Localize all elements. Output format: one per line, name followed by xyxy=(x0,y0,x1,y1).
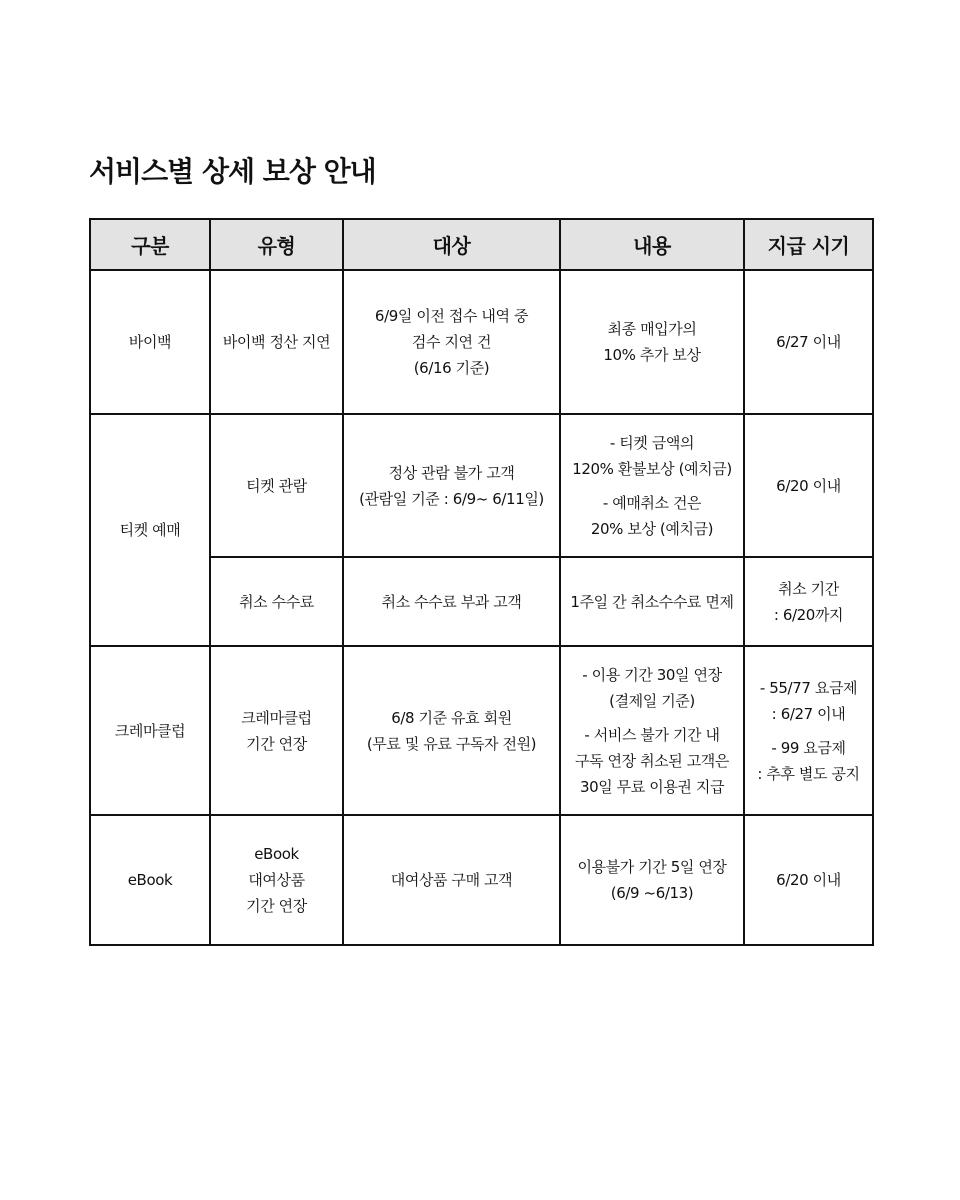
ebook-type-line: eBook xyxy=(254,845,299,863)
ticket-viewing-content-cell xyxy=(560,414,744,557)
ticket-viewing-target-line: 정상 관람 불가 고객 xyxy=(388,463,515,482)
buyback-content-line: 최종 매입가의 xyxy=(607,320,697,338)
crema-timing-line: : 6/27 이내 xyxy=(771,704,846,723)
crema-timing-block xyxy=(751,675,866,727)
crema-target-line: 6/8 기준 유효 회원 xyxy=(391,708,512,727)
ticket-viewing-content-block xyxy=(567,430,737,482)
page-title: 서비스별 상세 보상 안내 xyxy=(89,155,376,188)
crema-timing-line: : 추후 별도 공지 xyxy=(757,764,860,783)
buyback-category-cell: 바이백 xyxy=(90,270,210,414)
ebook-content-line: 이용불가 기간 5일 연장 xyxy=(577,858,727,876)
ticket-viewing-timing-cell: 6/20 이내 xyxy=(744,414,873,557)
ebook-content-line: (6/9 ~6/13) xyxy=(610,884,694,902)
buyback-target-line: 6/9일 이전 접수 내역 중 xyxy=(374,307,529,325)
table-header-row xyxy=(90,219,873,270)
ebook-type-line: 기간 연장 xyxy=(246,897,307,915)
crema-timing-line: - 55/77 요금제 xyxy=(759,678,858,697)
ticket-cancel-type-cell: 취소 수수료 xyxy=(210,557,343,646)
crema-content-block xyxy=(567,662,737,714)
buyback-target-line: 검수 지연 건 xyxy=(411,333,492,351)
crema-timing-block xyxy=(751,735,866,787)
crema-category-cell: 크레마클럽 xyxy=(90,646,210,815)
header-timing: 지급 시기 xyxy=(744,219,873,270)
header-target: 대상 xyxy=(343,219,560,270)
table-row-ticket-viewing xyxy=(90,414,873,557)
ebook-target-cell: 대여상품 구매 고객 xyxy=(343,815,560,945)
crema-content-line: 30일 무료 이용권 지급 xyxy=(579,777,725,796)
ebook-type-line: 대여상품 xyxy=(248,871,305,889)
ticket-cancel-timing-line: : 6/20까지 xyxy=(773,605,844,624)
crema-content-line: 구독 연장 취소된 고객은 xyxy=(574,751,729,770)
ticket-category-cell: 티켓 예매 xyxy=(90,414,210,646)
compensation-table xyxy=(89,218,874,946)
header-content: 내용 xyxy=(560,219,744,270)
header-category: 구분 xyxy=(90,219,210,270)
buyback-content-line: 10% 추가 보상 xyxy=(603,346,701,364)
buyback-content-cell xyxy=(560,270,744,414)
table-row-crema xyxy=(90,646,873,815)
ticket-cancel-target-cell: 취소 수수료 부과 고객 xyxy=(343,557,560,646)
ticket-viewing-content-line: - 예매취소 건은 xyxy=(602,493,702,512)
ticket-viewing-content-block xyxy=(567,490,737,542)
ticket-viewing-content-line: - 티켓 금액의 xyxy=(609,433,695,452)
crema-content-cell xyxy=(560,646,744,815)
crema-type-line: 기간 연장 xyxy=(246,734,307,753)
header-type: 유형 xyxy=(210,219,343,270)
buyback-target-line: (6/16 기준) xyxy=(413,359,490,377)
buyback-timing-cell: 6/27 이내 xyxy=(744,270,873,414)
crema-target-cell xyxy=(343,646,560,815)
ticket-cancel-timing-cell xyxy=(744,557,873,646)
ebook-content-cell xyxy=(560,815,744,945)
ticket-viewing-type-cell: 티켓 관람 xyxy=(210,414,343,557)
crema-content-line: (결제일 기준) xyxy=(609,691,695,710)
buyback-type-cell: 바이백 정산 지연 xyxy=(210,270,343,414)
ticket-viewing-content-line: 20% 보상 (예치금) xyxy=(590,519,714,538)
buyback-target-cell xyxy=(343,270,560,414)
crema-target-line: (무료 및 유료 구독자 전원) xyxy=(366,734,537,753)
ebook-timing-cell: 6/20 이내 xyxy=(744,815,873,945)
ebook-type-cell xyxy=(210,815,343,945)
crema-type-cell xyxy=(210,646,343,815)
ticket-viewing-target-line: (관람일 기준 : 6/9~ 6/11일) xyxy=(359,489,544,508)
crema-timing-cell xyxy=(744,646,873,815)
ticket-cancel-content-cell: 1주일 간 취소수수료 면제 xyxy=(560,557,744,646)
ticket-cancel-timing-line: 취소 기간 xyxy=(778,579,839,598)
crema-timing-line: - 99 요금제 xyxy=(771,738,846,757)
crema-content-line: - 서비스 불가 기간 내 xyxy=(584,725,720,744)
crema-content-line: - 이용 기간 30일 연장 xyxy=(582,665,722,684)
ticket-viewing-content-line: 120% 환불보상 (예치금) xyxy=(572,459,732,478)
ticket-viewing-target-cell xyxy=(343,414,560,557)
crema-content-block xyxy=(567,722,737,800)
table-row-buyback xyxy=(90,270,873,414)
ebook-category-cell: eBook xyxy=(90,815,210,945)
crema-type-line: 크레마클럽 xyxy=(241,708,312,727)
table-row-ebook xyxy=(90,815,873,945)
